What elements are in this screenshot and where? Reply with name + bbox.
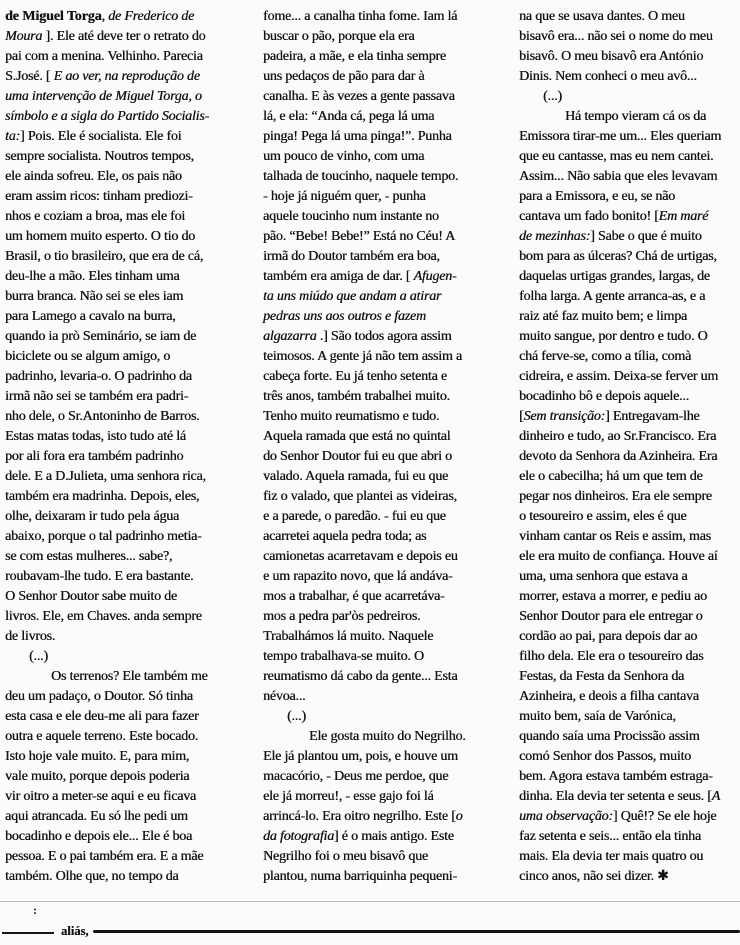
text-segment: cabeça forte. Eu já tenho setenta e <box>263 369 447 384</box>
text-line <box>519 507 738 527</box>
text-line <box>263 167 493 187</box>
text-segment: uma, uma senhora que estava a <box>519 569 688 584</box>
text-line <box>519 487 738 507</box>
text-segment: .] São todos agora assim <box>316 329 452 344</box>
text-line <box>263 347 493 367</box>
text-line <box>519 87 738 107</box>
text-segment: esta casa e ele deu-me ali para fazer <box>5 709 199 724</box>
text-segment: que eu cantasse, mas eu nem cantei. <box>519 149 714 164</box>
text-segment: aqui atrancada. Eu só lhe pedi um <box>5 809 188 824</box>
text-segment: ] Sabe o que é muito <box>590 229 702 244</box>
text-segment: morrer, estava a morrer, e pediu ao <box>519 589 707 604</box>
text-segment: abaixo, porque o tal padrinho metia- <box>5 529 202 544</box>
text-line <box>519 287 738 307</box>
text-segment: cordão ao pai, para depois dar ao <box>519 629 698 644</box>
text-segment: uns pedaços de pão para dar à <box>263 69 425 84</box>
text-line <box>5 647 247 667</box>
text-line <box>263 387 493 407</box>
text-segment: pegar nos dinheiros. Era ele sempre <box>519 489 712 504</box>
text-segment: Emissora tirar-me um... Eles queriam <box>519 129 722 144</box>
text-line <box>5 347 247 367</box>
text-segment: Ele gosta muito do Negrilho. <box>309 729 466 744</box>
text-line <box>5 807 247 827</box>
text-segment: ele já morreu!, - esse gajo foi lá <box>263 789 434 804</box>
text-line <box>5 687 247 707</box>
italic-text-segment: Afugen- <box>413 269 457 284</box>
text-line <box>519 207 738 227</box>
text-line <box>5 227 247 247</box>
text-line <box>5 827 247 847</box>
italic-text-segment: Moura <box>5 29 43 44</box>
text-segment: chá ferve-se, como a tília, comà <box>519 349 692 364</box>
text-line <box>263 207 493 227</box>
text-segment: cinco anos, não sei dizer. <box>519 869 658 884</box>
text-line <box>263 47 493 67</box>
text-segment: ] Quê!? Se ele hoje <box>612 809 717 824</box>
text-line <box>519 227 738 247</box>
text-segment: (...) <box>287 709 306 724</box>
text-segment: Há tempo vieram cá os da <box>565 109 706 124</box>
text-line <box>5 427 247 447</box>
text-segment: bisavô. O meu bisavô era António <box>519 49 704 64</box>
text-line <box>519 867 738 887</box>
text-segment: dinheiro e tudo, ao Sr.Francisco. Era <box>519 429 717 444</box>
text-segment: pai com a menina. Velhinho. Parecia <box>5 49 203 64</box>
text-line <box>263 187 493 207</box>
text-line <box>519 47 738 67</box>
text-line <box>519 367 738 387</box>
text-line <box>5 127 247 147</box>
footnote-rule <box>2 924 740 938</box>
text-line <box>519 667 738 687</box>
text-segment: o tesoureiro e assim, eles é que <box>519 509 687 524</box>
text-segment: névoa... <box>263 689 306 704</box>
text-segment: se com estas mulheres... sabe?, <box>5 549 173 564</box>
text-column-3 <box>519 7 738 887</box>
text-line <box>519 527 738 547</box>
text-segment: padrinho, levaria-o. O padrinho da <box>5 369 192 384</box>
text-line <box>263 787 493 807</box>
text-line <box>263 27 493 47</box>
text-segment: ]. Ele até deve ter o retrato do <box>42 29 206 44</box>
text-line <box>519 427 738 447</box>
text-line <box>519 847 738 867</box>
text-segment: outra e aquele terreno. Este bocado. <box>5 729 198 744</box>
text-line <box>5 267 247 287</box>
text-line <box>263 307 493 327</box>
text-line <box>263 567 493 587</box>
text-segment: quando saía uma Procissão assim <box>519 729 700 744</box>
text-segment: (...) <box>543 89 562 104</box>
text-line <box>519 107 738 127</box>
text-segment: devoto da Senhora da Azinheira. Era <box>519 449 718 464</box>
text-segment: (...) <box>29 649 48 664</box>
text-column-1 <box>5 7 247 887</box>
italic-text-segment: pedras uns aos outros e fazem <box>263 309 426 324</box>
text-segment: ] Entregavam-lhe <box>605 409 700 424</box>
italic-text-segment: de Frederico de <box>108 9 195 24</box>
text-segment: Brasil, o tio brasileiro, que era de cá, <box>5 249 204 264</box>
text-line <box>5 447 247 467</box>
text-segment: reumatismo dá cabo da gente... Esta <box>263 669 458 684</box>
text-segment: burra branca. Não sei se eles iam <box>5 289 184 304</box>
text-segment: muito sangue, por dentro e tudo. O <box>519 329 708 344</box>
rule-right-segment <box>93 930 740 933</box>
text-line <box>519 267 738 287</box>
text-segment: aquele toucinho num instante no <box>263 209 439 224</box>
text-line <box>5 307 247 327</box>
text-segment: pinga! Pega lá uma pinga!”. Punha <box>263 129 452 144</box>
text-line <box>519 807 738 827</box>
text-segment: arrincá-lo. Era oitro negrilho. Este [ <box>263 809 456 824</box>
text-segment: muito bem, saía de Varónica, <box>519 709 676 724</box>
text-line <box>5 167 247 187</box>
text-line <box>263 407 493 427</box>
text-segment: , <box>101 9 109 24</box>
text-line <box>5 87 247 107</box>
text-line <box>263 367 493 387</box>
text-segment: na que se usava dantes. O meu <box>519 9 685 24</box>
text-line <box>5 487 247 507</box>
text-line <box>519 687 738 707</box>
text-segment: Negrilho foi o meu bisavô que <box>263 849 428 864</box>
text-segment: lá, e ela: “Anda cá, pega lá uma <box>263 109 435 124</box>
article-columns <box>5 7 738 887</box>
text-segment: filho dela. Ele era o tesoureiro das <box>519 649 704 664</box>
scan-artifact-colon: : <box>33 903 37 917</box>
text-segment: também. Olhe que, no tempo da <box>5 869 179 884</box>
text-line <box>263 827 493 847</box>
italic-text-segment: de mezinhas: <box>519 229 591 244</box>
text-line <box>5 587 247 607</box>
text-segment: raiz até faz muito bem; e limpa <box>519 309 687 324</box>
text-line <box>5 107 247 127</box>
text-line <box>5 567 247 587</box>
text-segment: canalha. E às vezes a gente passava <box>263 89 455 104</box>
text-segment: irmã do Doutor também era boa, <box>263 249 440 264</box>
text-line <box>263 527 493 547</box>
text-line <box>5 507 247 527</box>
text-line <box>5 467 247 487</box>
text-segment: bisavô era... não sei o nome do meu <box>519 29 713 44</box>
text-segment: roubavam-lhe tudo. E era bastante. <box>5 569 194 584</box>
text-segment: vale muito, porque depois poderia <box>5 769 190 784</box>
text-segment: pão. “Bebe! Bebe!” Está no Céu! A <box>263 229 456 244</box>
text-line <box>5 707 247 727</box>
text-line <box>263 267 493 287</box>
text-line <box>263 747 493 767</box>
text-segment: livros. Ele, em Chaves. anda sempre <box>5 609 202 624</box>
text-segment: fiz o valado, que plantei as videiras, <box>263 489 457 504</box>
text-line <box>519 647 738 667</box>
text-line <box>519 707 738 727</box>
text-line <box>5 747 247 767</box>
text-segment: para Lamego a cavalo na burra, <box>5 309 176 324</box>
text-line <box>519 147 738 167</box>
text-line <box>263 287 493 307</box>
text-segment: ] Pois. Ele é socialista. Ele foi <box>19 129 182 144</box>
text-line <box>5 727 247 747</box>
text-segment: um homem muito esperto. O tio do <box>5 229 195 244</box>
text-line <box>5 387 247 407</box>
text-line <box>519 407 738 427</box>
text-line <box>519 747 738 767</box>
text-segment: quando ia prò Seminário, se iam de <box>5 329 197 344</box>
text-segment: biciclete ou se algum amigo, o <box>5 349 171 364</box>
text-line <box>263 427 493 447</box>
text-line <box>5 187 247 207</box>
text-line <box>519 767 738 787</box>
text-segment: um pouco de vinho, com uma <box>263 149 425 164</box>
text-segment: S.José. [ <box>5 69 54 84</box>
text-line <box>5 147 247 167</box>
text-line <box>519 827 738 847</box>
text-line <box>5 667 247 687</box>
text-segment: pessoa. E o pai também era. E a mãe <box>5 849 204 864</box>
text-segment: Tenho muito reumatismo e tudo. <box>263 409 440 424</box>
text-line <box>263 667 493 687</box>
text-segment: Senhor Doutor para ele entregar o <box>519 609 703 624</box>
italic-text-segment: o <box>455 809 463 824</box>
text-segment: acarretei aquela pedra toda; as <box>263 529 427 544</box>
text-line <box>5 627 247 647</box>
text-line <box>519 387 738 407</box>
text-segment: para a Emissora, e eu, se não <box>519 189 675 204</box>
text-segment: bocadinho e depois ele... Ele é boa <box>5 829 192 844</box>
text-line <box>519 327 738 347</box>
text-segment: ] é o mais antigo. Este <box>333 829 454 844</box>
text-segment: tempo trabalhava-se muito. O <box>263 649 424 664</box>
text-segment: mais. Ela devia ter mais quatro ou <box>519 849 704 864</box>
text-segment: Estas matas todas, isto tudo até lá <box>5 429 186 444</box>
text-line <box>263 627 493 647</box>
italic-text-segment: uma intervenção de Miguel Torga, o <box>5 89 202 104</box>
text-line <box>263 247 493 267</box>
text-line <box>5 327 247 347</box>
text-segment: folha larga. A gente arranca-as, e a <box>519 289 706 304</box>
text-line <box>263 87 493 107</box>
text-line <box>263 807 493 827</box>
text-segment: ele era muito de confiança. Houve aí <box>519 549 718 564</box>
text-line <box>5 27 247 47</box>
text-line <box>519 167 738 187</box>
text-segment: valado. Aquela ramada, fui eu que <box>263 469 449 484</box>
text-line <box>519 67 738 87</box>
text-segment: dinha. Ela devia ter setenta e seus. [ <box>519 789 712 804</box>
text-segment: também era madrinha. Depois, eles, <box>5 489 200 504</box>
text-line <box>519 447 738 467</box>
italic-text-segment: ta uns miúdo que andam a atirar <box>263 289 442 304</box>
text-segment: deu-lhe a mão. Eles tinham uma <box>5 269 180 284</box>
text-line <box>5 287 247 307</box>
text-segment: dele. E a D.Julieta, uma senhora rica, <box>5 469 206 484</box>
text-segment: bocadinho bô e depois aquele... <box>519 389 689 404</box>
text-segment: também era amiga de dar. [ <box>263 269 414 284</box>
text-line <box>519 467 738 487</box>
text-line <box>5 547 247 567</box>
text-line <box>519 567 738 587</box>
text-line <box>519 727 738 747</box>
text-line <box>5 367 247 387</box>
text-line <box>519 627 738 647</box>
italic-text-segment: E ao ver, na reprodução de <box>53 69 200 84</box>
text-line <box>519 27 738 47</box>
text-line <box>263 547 493 567</box>
text-line <box>263 847 493 867</box>
text-segment: deu um padaço, o Doutor. Só tinha <box>5 689 193 704</box>
text-segment: Azinheira, e deois a filha cantava <box>519 689 699 704</box>
text-segment: de livros. <box>5 629 56 644</box>
text-segment: sempre socialista. Noutros tempos, <box>5 149 194 164</box>
text-segment: e a parede, o paredão. - fui eu que <box>263 509 446 524</box>
text-line <box>263 867 493 887</box>
text-segment: vir oitro a meter-se aqui e eu ficava <box>5 789 196 804</box>
text-line <box>263 507 493 527</box>
rule-left-segment <box>2 932 54 934</box>
text-line <box>519 127 738 147</box>
text-line <box>519 547 738 567</box>
text-line <box>263 687 493 707</box>
text-segment: olhe, deixaram ir tudo pela água <box>5 509 179 524</box>
text-segment: fome... a canalha tinha fome. Iam lá <box>263 9 458 24</box>
text-line <box>5 207 247 227</box>
text-line <box>5 527 247 547</box>
text-line <box>519 787 738 807</box>
text-segment: macacório, - Deus me perdoe, que <box>263 769 449 784</box>
text-segment: Festas, da Festa da Senhora da <box>519 669 685 684</box>
text-line <box>519 307 738 327</box>
italic-text-segment: Sem transição: <box>523 409 606 424</box>
italic-text-segment: da fotografia <box>263 829 334 844</box>
text-line <box>263 707 493 727</box>
text-segment: mos a trabalhar, é que acarretáva- <box>263 589 445 604</box>
text-segment: daquelas urtigas grandes, largas, de <box>519 269 710 284</box>
text-segment: plantou, numa barriquinha pequeni- <box>263 869 457 884</box>
text-line <box>519 187 738 207</box>
text-segment: teimosos. A gente já não tem assim a <box>263 349 462 364</box>
text-segment: ele o cabecilha; há um que tem de <box>519 469 703 484</box>
text-line <box>519 587 738 607</box>
text-segment: Assim... Não sabia que eles levavam <box>519 169 718 184</box>
text-line <box>263 467 493 487</box>
text-segment: mos a pedra par'òs pedreiros. <box>263 609 421 624</box>
text-segment: e um rapazito novo, que lá andáva- <box>263 569 453 584</box>
text-segment: ✱ <box>657 869 669 884</box>
text-segment: cantava um fado bonito! [ <box>519 209 659 224</box>
text-segment: por ali fora era também padrinho <box>5 449 184 464</box>
text-segment: Dinis. Nem conheci o meu avô... <box>519 69 697 84</box>
text-segment: nho dele, o Sr.Antoninho de Barros. <box>5 409 200 424</box>
text-segment: padeira, a mãe, e ela tinha sempre <box>263 49 446 64</box>
footnote-word: aliás, <box>61 923 89 938</box>
text-line <box>5 787 247 807</box>
text-line <box>5 7 247 27</box>
bold-text-segment: de Miguel Torga <box>5 9 102 24</box>
text-line <box>5 67 247 87</box>
text-line <box>263 487 493 507</box>
text-line <box>263 767 493 787</box>
text-segment: camionetas acarretavam e depois eu <box>263 549 458 564</box>
text-segment: bom para as úlceras? Chá de urtigas, <box>519 249 717 264</box>
text-line <box>263 327 493 347</box>
text-line <box>5 247 247 267</box>
text-line <box>263 607 493 627</box>
italic-text-segment: Em maré <box>658 209 709 224</box>
text-segment: talhada de toucinho, naquele tempo. <box>263 169 459 184</box>
text-segment: Trabalhámos lá muito. Naquele <box>263 629 434 644</box>
text-line <box>263 67 493 87</box>
text-line <box>263 107 493 127</box>
text-segment: Isto hoje vale muito. E, para mim, <box>5 749 190 764</box>
text-segment: nhos e coziam a broa, mas ele foi <box>5 209 185 224</box>
text-segment: cidreira, e assim. Deixa-se ferver um <box>519 369 719 384</box>
italic-text-segment: algazarra <box>263 329 317 344</box>
text-segment: - hoje já niguém quer, - punha <box>263 189 426 204</box>
text-line <box>263 587 493 607</box>
text-line <box>5 607 247 627</box>
text-line <box>263 227 493 247</box>
text-segment: bem. Agora estava também estraga- <box>519 769 713 784</box>
text-segment: Aquela ramada que está no quintal <box>263 429 451 444</box>
text-segment: eram assim ricos: tinham prediozi- <box>5 189 193 204</box>
text-line <box>519 247 738 267</box>
text-segment: três anos, também trabalhei muito. <box>263 389 450 404</box>
page-bottom-divider-line <box>0 901 740 902</box>
text-segment: [ <box>519 409 524 424</box>
text-segment: do Senhor Doutor fui eu que abri o <box>263 449 452 464</box>
text-segment: Ele já plantou um, pois, e houve um <box>263 749 458 764</box>
text-segment: ele ainda sofreu. Ele, os pais não <box>5 169 182 184</box>
text-line <box>5 867 247 887</box>
text-line <box>519 607 738 627</box>
text-segment: faz setenta e seis... então ela tinha <box>519 829 701 844</box>
text-line <box>5 47 247 67</box>
text-line <box>5 767 247 787</box>
text-line <box>263 447 493 467</box>
text-line <box>263 127 493 147</box>
text-segment: irmã não sei se também era padri- <box>5 389 189 404</box>
italic-text-segment: ta: <box>5 129 20 144</box>
text-line <box>5 407 247 427</box>
text-segment: comó Senhor dos Passos, muito <box>519 749 691 764</box>
text-column-2 <box>263 7 493 887</box>
text-line <box>263 147 493 167</box>
italic-text-segment: símbolo e a sigla do Partido Socialis- <box>5 109 209 124</box>
text-segment: O Senhor Doutor sabe muito de <box>5 589 177 604</box>
text-line <box>263 727 493 747</box>
text-segment: vinham cantar os Reis e assim, mas <box>519 529 711 544</box>
text-segment: buscar o pão, porque ela era <box>263 29 415 44</box>
text-line <box>519 7 738 27</box>
text-line <box>5 847 247 867</box>
italic-text-segment: uma observação: <box>519 809 613 824</box>
text-segment: Os terrenos? Ele também me <box>51 669 208 684</box>
text-line <box>263 647 493 667</box>
text-line <box>263 7 493 27</box>
text-line <box>519 347 738 367</box>
italic-text-segment: A <box>711 789 720 804</box>
